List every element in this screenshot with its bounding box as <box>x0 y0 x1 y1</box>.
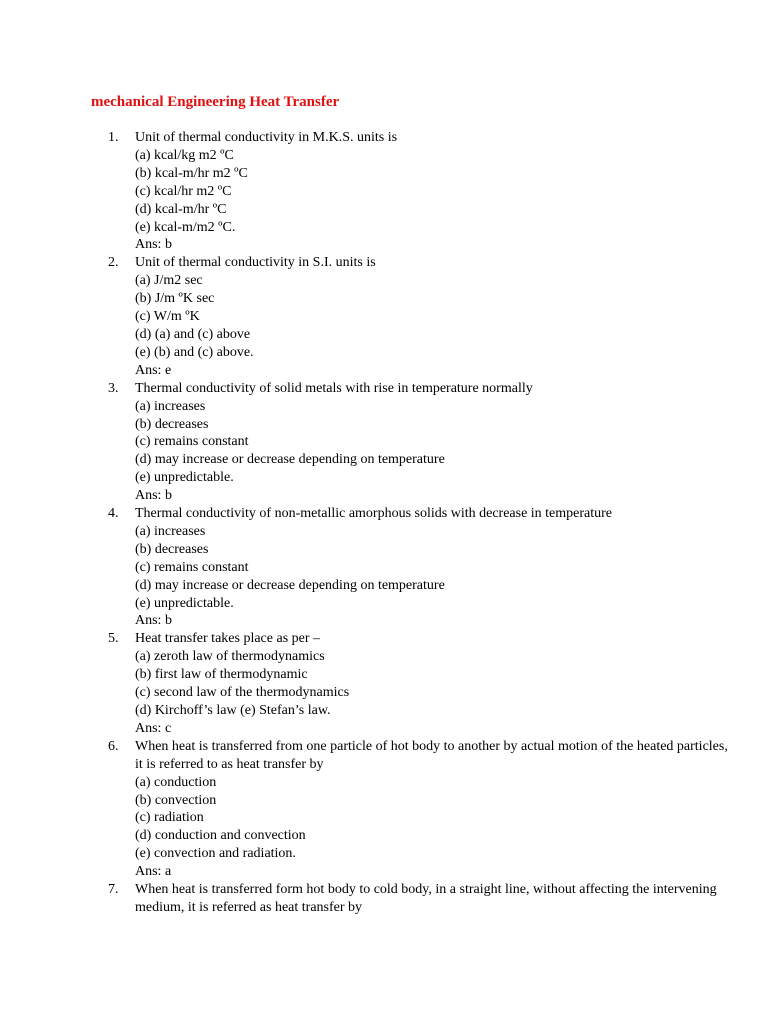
question-text: Thermal conductivity of solid metals with rise in temperature normally <box>135 380 533 396</box>
question-number: 6. <box>108 738 119 754</box>
question-text: Thermal conductivity of non-metallic amorphous solids with decrease in temperature <box>135 506 613 522</box>
question-number: 2. <box>108 255 119 271</box>
answer-option: (b) J/m ºK sec <box>135 291 215 307</box>
answer-option: (a) kcal/kg m2 ºC <box>135 147 234 163</box>
answer-key: Ans: e <box>135 362 172 378</box>
question-text: Unit of thermal conductivity in S.I. units is <box>135 255 376 271</box>
question-item <box>108 738 728 881</box>
answer-key: Ans: b <box>135 237 172 253</box>
answer-option: (b) first law of thermodynamic <box>135 667 308 683</box>
answer-option: (c) remains constant <box>135 559 249 575</box>
answer-option: (b) convection <box>135 792 217 808</box>
question-item <box>108 881 728 917</box>
answer-option: (e) unpredictable. <box>135 595 234 611</box>
question-item <box>108 380 728 505</box>
question-number: 3. <box>108 380 119 396</box>
question-item <box>108 129 728 254</box>
answer-option: (d) kcal-m/hr ºC <box>135 201 227 217</box>
answer-option: (d) Kirchoff’s law (e) Stefan’s law. <box>135 703 331 718</box>
answer-option: (b) decreases <box>135 541 209 557</box>
question-list <box>108 129 728 917</box>
answer-option: (e) convection and radiation. <box>135 846 296 862</box>
question-number: 7. <box>108 882 119 898</box>
answer-option: (b) kcal-m/hr m2 ºC <box>135 165 248 181</box>
question-number: 1. <box>108 130 119 145</box>
answer-option: (e) unpredictable. <box>135 470 234 486</box>
answer-option: (d) (a) and (c) above <box>135 326 251 342</box>
answer-option: (a) conduction <box>135 774 217 790</box>
answer-option: (a) J/m2 sec <box>135 273 203 289</box>
question-text: Unit of thermal conductivity in M.K.S. units is <box>135 130 398 145</box>
answer-option: (e) (b) and (c) above. <box>135 344 254 360</box>
answer-option: (c) radiation <box>135 810 204 826</box>
answer-option: (c) kcal/hr m2 ºC <box>135 183 232 199</box>
question-number: 4. <box>108 506 119 522</box>
answer-key: Ans: b <box>135 488 172 504</box>
answer-key: Ans: c <box>135 720 172 736</box>
question-item <box>108 254 728 379</box>
document-title: mechanical Engineering Heat Transfer <box>91 94 340 110</box>
question-text: Heat transfer takes place as per – <box>135 631 321 647</box>
question-item <box>108 505 728 630</box>
answer-option: (c) remains constant <box>135 434 249 450</box>
answer-option: (c) second law of the thermodynamics <box>135 685 350 701</box>
answer-option: (b) decreases <box>135 416 209 432</box>
question-text: When heat is transferred form hot body to cold body, in a straight line, without affecting the intervening medium, it is referred as heat transfer by <box>135 882 717 915</box>
answer-option: (a) increases <box>135 523 206 539</box>
question-text: When heat is transferred from one particle of hot body to another by actual motion of the heated particles, it is referred to as heat transfer by <box>135 738 728 772</box>
answer-option: (e) kcal-m/m2 ºC. <box>135 219 236 235</box>
question-item <box>108 630 728 737</box>
answer-option: (d) conduction and convection <box>135 828 306 844</box>
answer-option: (c) W/m ºK <box>135 309 200 325</box>
answer-key: Ans: b <box>135 613 172 629</box>
answer-key: Ans: a <box>135 864 172 880</box>
question-number: 5. <box>108 631 119 647</box>
answer-option: (a) zeroth law of thermodynamics <box>135 649 325 665</box>
answer-option: (a) increases <box>135 398 206 414</box>
answer-option: (d) may increase or decrease depending on temperature <box>135 452 445 468</box>
answer-option: (d) may increase or decrease depending on temperature <box>135 577 445 593</box>
